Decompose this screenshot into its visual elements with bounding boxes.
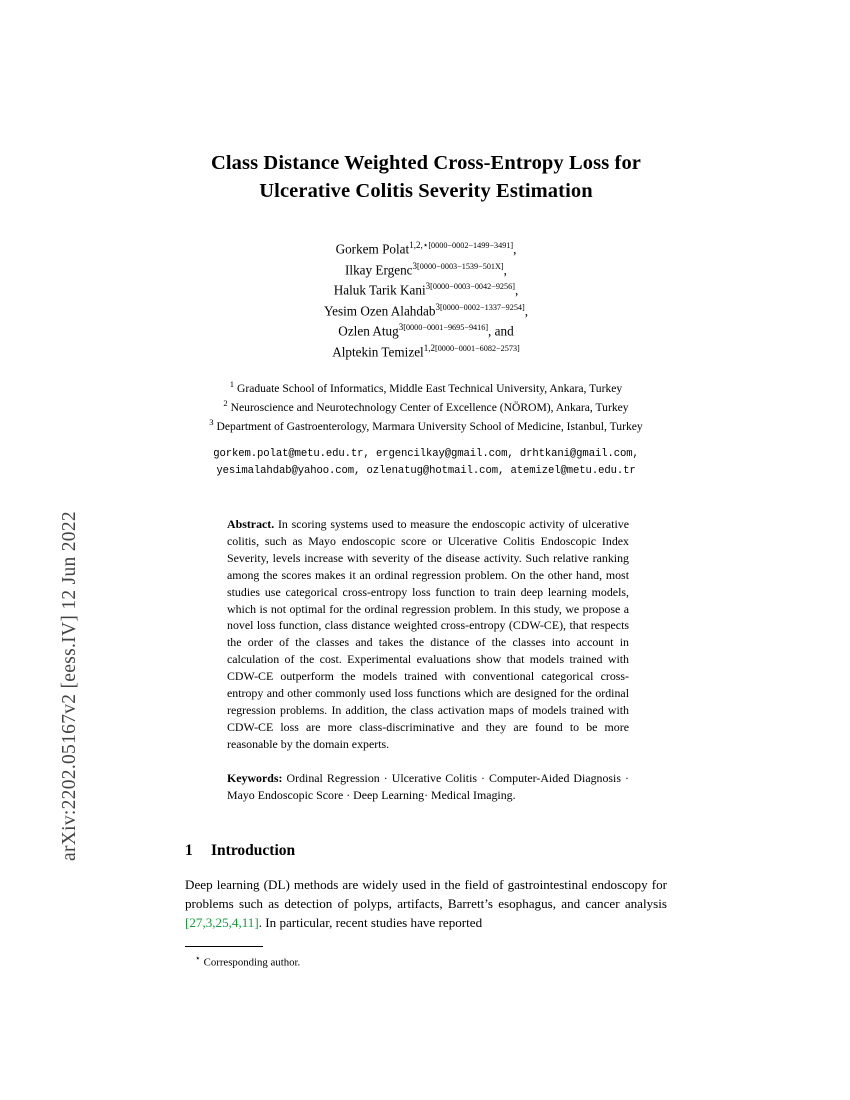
author-name: Ilkay Ergenc <box>345 262 413 278</box>
paper-content <box>185 150 667 969</box>
author-entry <box>185 342 667 362</box>
paragraph-text-before-citation: Deep learning (DL) methods are widely used in the field of gastrointestinal endoscopy for problems such as detection of polyps, artifacts, Barrett’s esophagus, and cancer analysis <box>185 876 667 911</box>
author-affil-marker: 1,2,⋆ <box>409 240 429 251</box>
keywords-label: Keywords: <box>227 770 283 785</box>
abstract-label: Abstract. <box>227 517 275 532</box>
author-affil-marker: 1,2 <box>423 342 435 353</box>
author-affil-marker: 3 <box>412 260 418 271</box>
author-name: Yesim Ozen Alahdab <box>323 303 436 319</box>
affiliation-text: Neuroscience and Neurotechnology Center of Excellence (NÖROM), Ankara, Turkey <box>230 400 629 414</box>
author-entry <box>185 239 667 259</box>
author-name: Alptekin Temizel <box>332 344 424 359</box>
section-title: Introduction <box>211 841 296 859</box>
author-entry <box>185 301 667 321</box>
affiliation-marker: 1 <box>229 379 235 390</box>
author-separator: , <box>503 262 507 278</box>
keywords <box>227 770 629 804</box>
author-affil-marker: 3 <box>425 281 431 292</box>
footnote-text: Corresponding author. <box>203 956 301 969</box>
affiliation-item <box>185 416 667 435</box>
citation-link[interactable]: [27,3,25,4,11] <box>185 915 259 931</box>
author-separator: , and <box>488 323 514 339</box>
affiliation-list <box>185 378 667 435</box>
author-name: Haluk Tarik Kani <box>333 282 426 298</box>
affiliation-marker: 3 <box>209 416 214 427</box>
footnote-marker: ⋆ <box>195 953 201 964</box>
author-name: Ozlen Atug <box>338 323 399 339</box>
footnote <box>195 953 667 969</box>
author-orcid: [0000−0002−1499−3491] <box>428 241 514 251</box>
author-entry <box>185 280 667 300</box>
author-affil-marker: 3 <box>435 301 440 312</box>
page-title: Class Distance Weighted Cross-Entropy Loss for Ulcerative Colitis Severity Estimation <box>210 152 641 202</box>
author-name: Gorkem Polat <box>335 241 410 257</box>
author-separator: , <box>514 282 519 298</box>
arxiv-stamp-text: arXiv:2202.05167v2 [eess.IV] 12 Jun 2022 <box>59 511 80 861</box>
email-line: gorkem.polat@metu.edu.tr, ergencilkay@gmail.com, drhtkani@gmail.com, <box>213 447 639 460</box>
author-affil-marker: 3 <box>398 322 404 333</box>
footnote-divider <box>185 946 263 947</box>
author-orcid: [0000−0003−1539−501X] <box>417 261 504 271</box>
affiliation-item <box>185 378 667 397</box>
author-entry <box>185 321 667 341</box>
author-orcid: [0000−0001−6082−2573] <box>434 343 520 353</box>
keywords-text: Ordinal Regression · Ulcerative Colitis · Computer-Aided Diagnosis · Mayo Endoscopic Score · Deep Learning· Medical Imaging. <box>227 770 629 802</box>
introduction-paragraph <box>185 875 667 933</box>
author-separator: , <box>513 241 517 257</box>
affiliation-marker: 2 <box>223 397 228 408</box>
affiliation-text: Department of Gastroenterology, Marmara University School of Medicine, Istanbul, Turkey <box>216 419 643 433</box>
author-list <box>185 239 667 362</box>
author-orcid: [0000−0002−1337−9254] <box>439 302 525 312</box>
paragraph-text-after-citation: . In particular, recent studies have reported <box>258 915 483 931</box>
author-entry <box>185 260 667 280</box>
affiliation-text: Graduate School of Informatics, Middle East Technical University, Ankara, Turkey <box>236 381 623 395</box>
email-list <box>185 446 667 480</box>
abstract <box>227 516 629 753</box>
email-line: yesimalahdab@yahoo.com, ozlenatug@hotmail.com, atemizel@metu.edu.tr <box>216 464 636 477</box>
affiliation-item <box>185 397 667 416</box>
abstract-text: In scoring systems used to measure the endoscopic activity of ulcerative colitis, such as Mayo endoscopic score or Ulcerative Colitis Endoscopic Index Severity, levels increase with severity of the disease activity. Such relative ranking among the scores makes it an ordinal regression problem. On the other hand, most studies use categorical cross-entropy loss function to train deep learning models, which is not optimal for the ordinal regression problem. In this study, we propose a novel loss function, class distance weighted cross-entropy (CDW-CE), that respects the order of the classes and takes the distance of the classes into account in calculation of the cost. Experimental evaluations show that models trained with CDW-CE outperform the models trained with conventional categorical cross-entropy and other commonly used loss functions which are designed for the ordinal regression problems. In addition, the class activation maps of models trained with CDW-CE loss are more class-discriminative and they are found to be more reasonable by the domain experts. <box>227 517 629 751</box>
arxiv-stamp <box>0 0 120 1100</box>
section-number: 1 <box>185 841 193 859</box>
section-heading-introduction <box>185 842 667 860</box>
author-orcid: [0000−0001−9695−9416] <box>403 323 489 333</box>
author-orcid: [0000−0003−0042−9256] <box>430 282 515 292</box>
author-separator: , <box>524 303 529 319</box>
